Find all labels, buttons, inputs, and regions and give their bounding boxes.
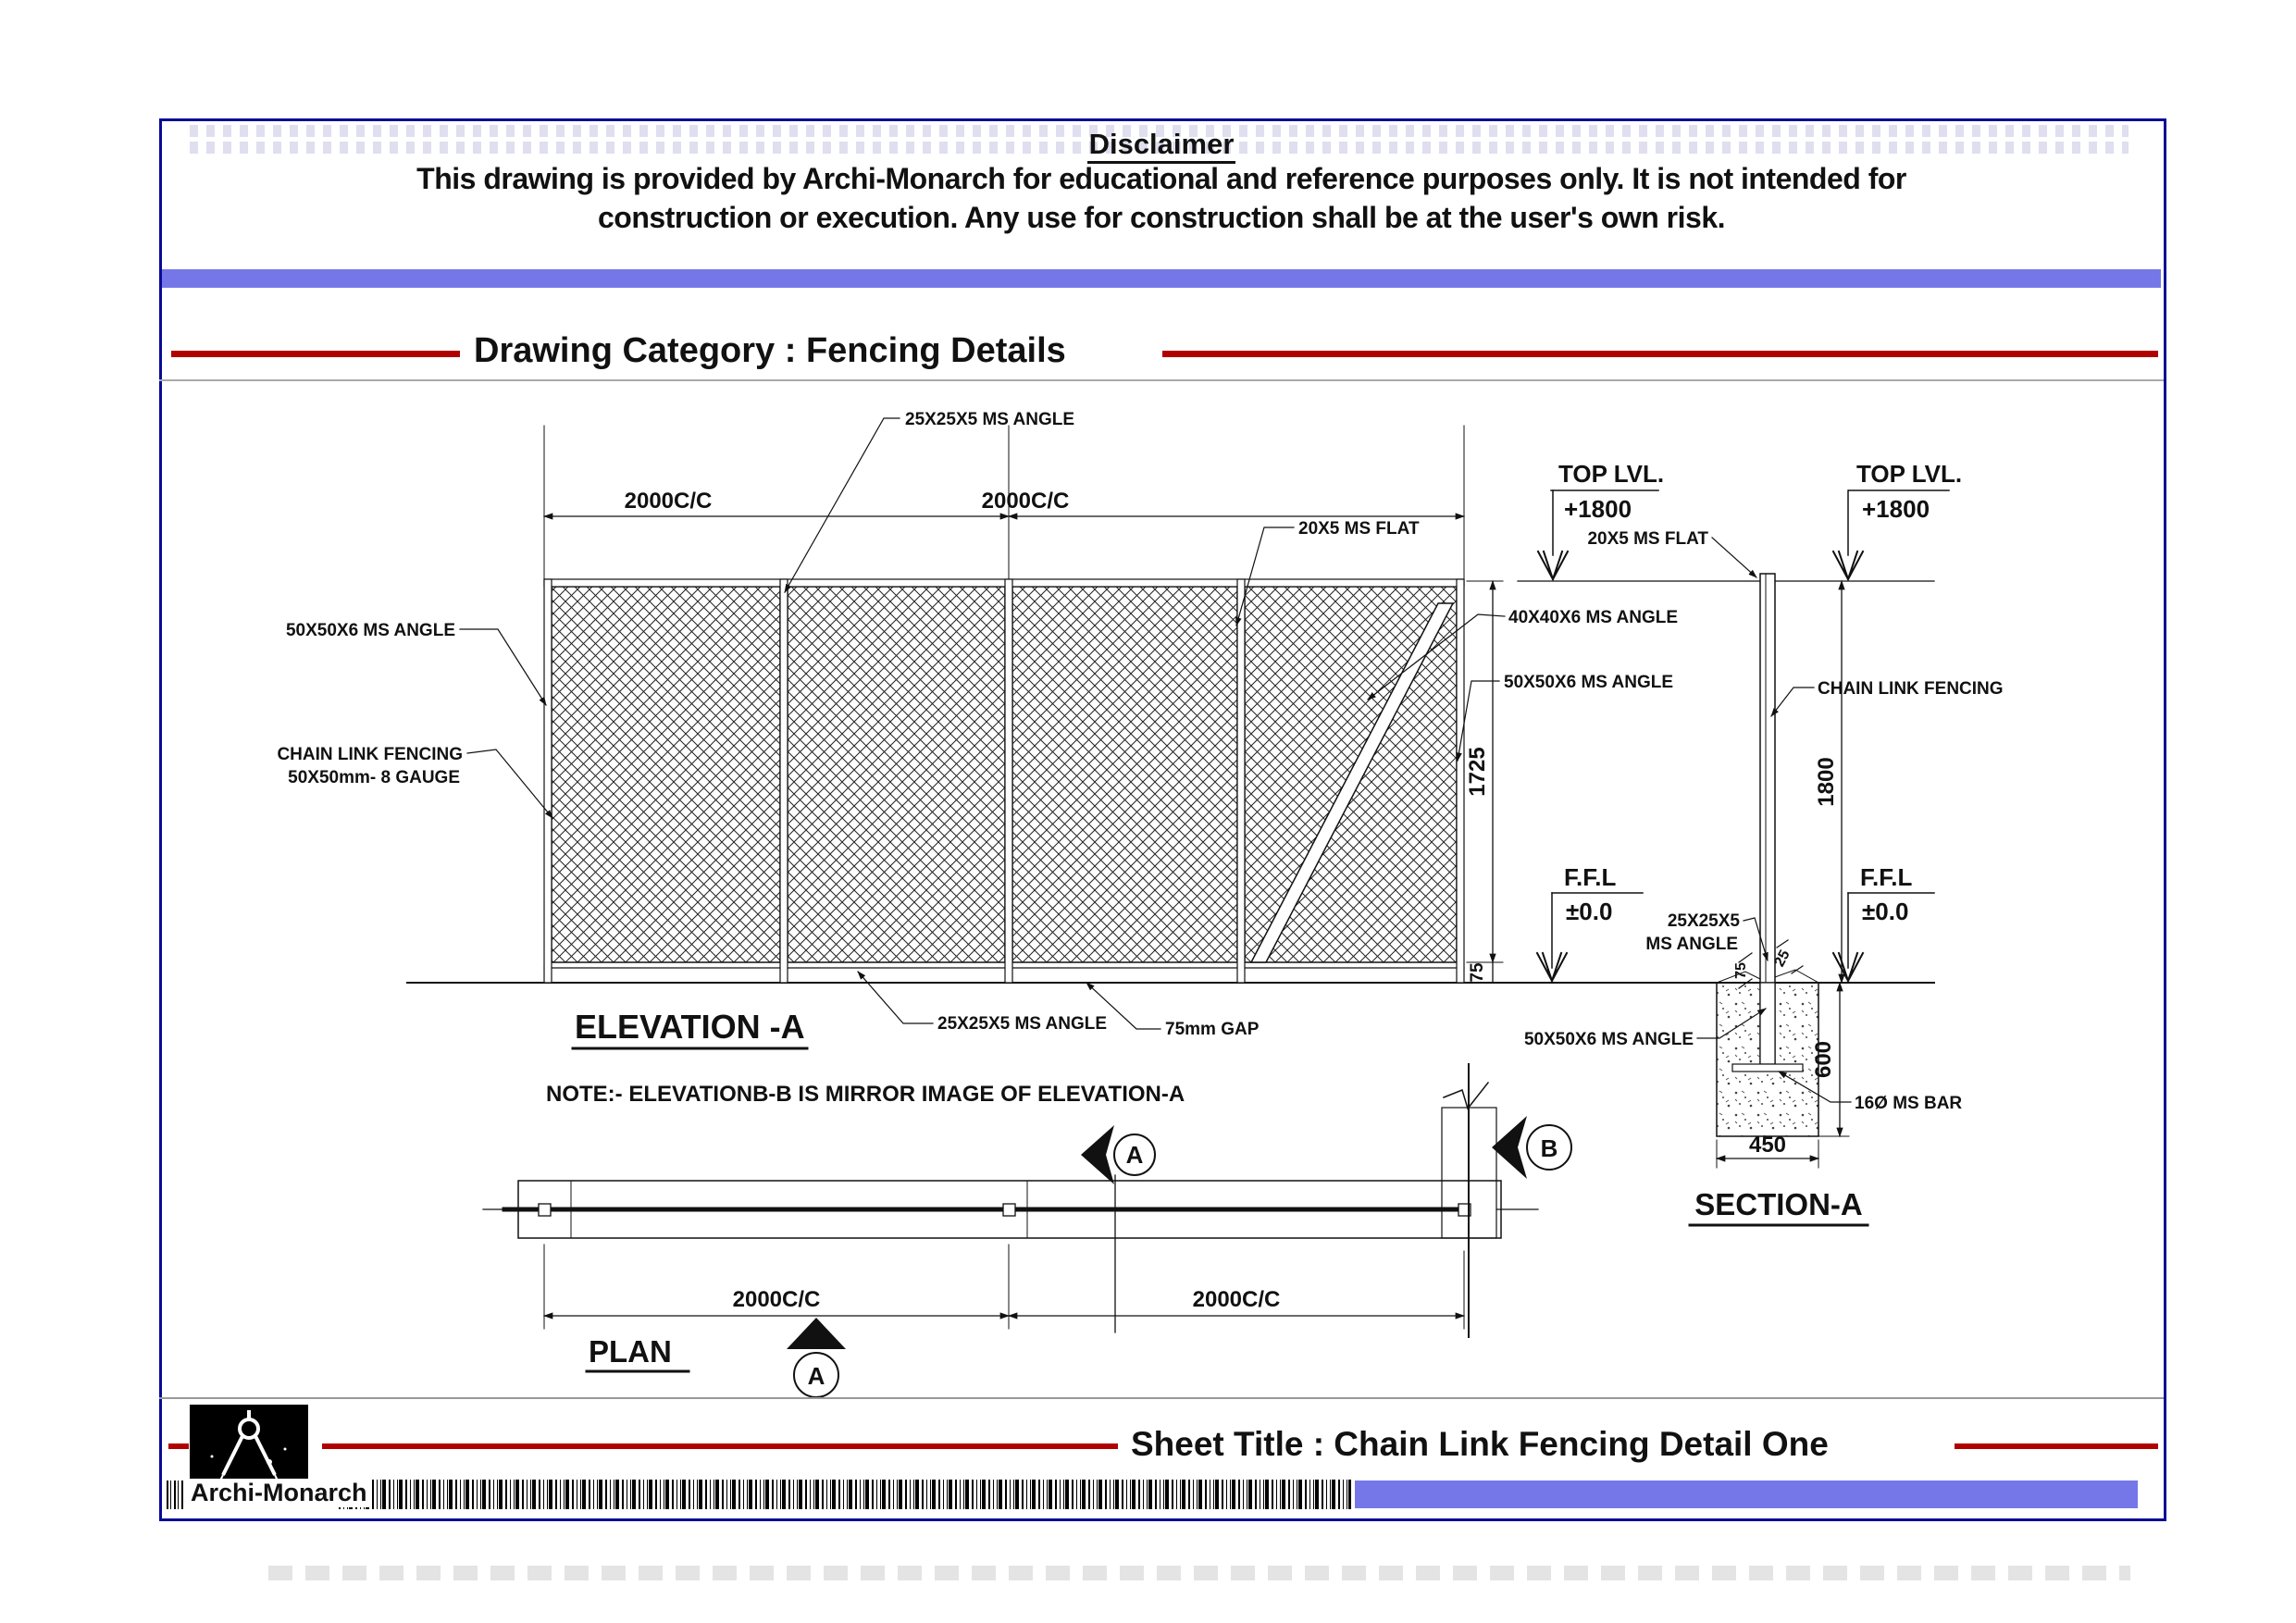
- section-b-letter: B: [1540, 1134, 1558, 1162]
- label-chain-2: 50X50mm- 8 GAUGE: [288, 768, 460, 787]
- ffl-value: ±0.0: [1862, 898, 1909, 925]
- label-angle25-1: 25X25X5: [1667, 911, 1740, 931]
- label-angle50-right: 50X50X6 MS ANGLE: [1504, 673, 1674, 692]
- elevation-title: ELEVATION -A: [575, 1008, 805, 1046]
- top-rail: [544, 579, 1464, 587]
- dim-bay2: 2000C/C: [981, 489, 1070, 514]
- plan-dim-bay1: 2000C/C: [732, 1287, 821, 1312]
- sheet-title: Sheet Title : Chain Link Fencing Detail One: [1131, 1425, 1829, 1463]
- mesh-panel: [1012, 587, 1237, 962]
- direction-a-arrow: [787, 1318, 846, 1349]
- leader-line: [467, 750, 552, 818]
- leader-line: [1771, 688, 1814, 716]
- disclaimer-line-2: construction or execution. Any use for construction shall be at the user's own risk.: [598, 201, 1725, 234]
- mesh-panel: [552, 587, 780, 962]
- label-bottom-angle: 25X25X5 MS ANGLE: [937, 1014, 1108, 1034]
- plan-dim-bay2: 2000C/C: [1192, 1287, 1281, 1312]
- dim-post-25: 25: [1771, 948, 1793, 970]
- footer-rule-dash: [168, 1443, 189, 1449]
- dim-tick: [1777, 940, 1788, 948]
- plan-title: PLAN: [589, 1334, 672, 1369]
- elevation-view: [277, 410, 1934, 1107]
- label-top-angle: 25X25X5 MS ANGLE: [905, 410, 1075, 429]
- footer-rule-left: [322, 1443, 1118, 1449]
- footer-accent-bar: [1355, 1481, 2138, 1508]
- label-ms-flat: 20X5 MS FLAT: [1298, 519, 1420, 539]
- dim-tick: [1792, 966, 1803, 973]
- dim-bay1: 2000C/C: [624, 489, 713, 514]
- fence-post: [1237, 579, 1245, 983]
- footer-divider: [159, 1397, 2164, 1399]
- label-ms-bar: 16Ø MS BAR: [1855, 1094, 1963, 1113]
- label-section-angle50: 50X50X6 MS ANGLE: [1523, 1030, 1694, 1049]
- label-angle40: 40X40X6 MS ANGLE: [1508, 608, 1679, 627]
- dim-height: 1725: [1465, 747, 1490, 797]
- label-chain-1: CHAIN LINK FENCING: [277, 745, 463, 764]
- barcode: [339, 1480, 1351, 1509]
- disclaimer-title: Disclaimer: [162, 128, 2161, 161]
- ffl-value: ±0.0: [1566, 898, 1613, 925]
- section-view: [1492, 460, 2004, 1225]
- top-lvl-value: +1800: [1862, 495, 1930, 523]
- fence-post: [544, 579, 552, 983]
- ffl-label: F.F.L: [1860, 863, 1913, 891]
- dim-gap: 75: [1468, 962, 1487, 983]
- disclaimer-line-1: This drawing is provided by Archi-Monarch for educational and reference purposes only. It is not intended for: [416, 162, 1906, 195]
- section-title: SECTION-A: [1694, 1187, 1863, 1221]
- brand-logo: [190, 1405, 308, 1484]
- dim-1800: 1800: [1814, 757, 1839, 807]
- section-a-arrow: [1081, 1125, 1114, 1184]
- label-section-chain: CHAIN LINK FENCING: [1818, 679, 2004, 699]
- dim-tick: [1739, 953, 1752, 962]
- bottom-watermark: [268, 1566, 2130, 1580]
- category-title: Drawing Category : Fencing Details: [474, 331, 1066, 370]
- fence-post: [780, 579, 788, 983]
- section-a-letter: A: [1125, 1141, 1144, 1169]
- dim-offset-75: 75: [1733, 962, 1749, 979]
- plan-post: [539, 1204, 551, 1216]
- leader-line: [1712, 538, 1756, 577]
- barcode-small: [167, 1481, 183, 1509]
- leader-line: [858, 972, 933, 1023]
- label-angle25-2: MS ANGLE: [1645, 935, 1738, 954]
- label-gap: 75mm GAP: [1165, 1020, 1260, 1039]
- top-lvl-label: TOP LVL.: [1558, 460, 1665, 488]
- elevation-note: NOTE:- ELEVATIONB-B IS MIRROR IMAGE OF ELEVATION-A: [546, 1082, 1185, 1107]
- dim-450: 450: [1748, 1133, 1787, 1158]
- footer-rule-right: [1955, 1443, 2158, 1449]
- break-symbol: [1444, 1083, 1488, 1109]
- top-lvl-label: TOP LVL.: [1856, 460, 1963, 488]
- label-section-flat: 20X5 MS FLAT: [1587, 529, 1708, 549]
- embedded-post: [1760, 983, 1775, 1064]
- direction-a-letter: A: [807, 1362, 825, 1390]
- plan-view: [483, 1064, 1538, 1397]
- section-b-arrow: [1492, 1116, 1527, 1179]
- dim-600: 600: [1811, 1040, 1836, 1079]
- mesh-panel: [788, 587, 1005, 962]
- label-angle50-left: 50X50X6 MS ANGLE: [285, 621, 455, 640]
- fence-post: [1457, 579, 1464, 983]
- ffl-label: F.F.L: [1564, 863, 1617, 891]
- top-lvl-value: +1800: [1564, 495, 1632, 523]
- compass-icon: [190, 1405, 308, 1484]
- base-plate: [1732, 1064, 1803, 1072]
- fence-post: [1005, 579, 1012, 983]
- plan-post: [1003, 1204, 1015, 1216]
- leader-line: [460, 629, 546, 705]
- brand-name: Archi-Monarch: [187, 1479, 371, 1507]
- leader-line: [785, 418, 900, 592]
